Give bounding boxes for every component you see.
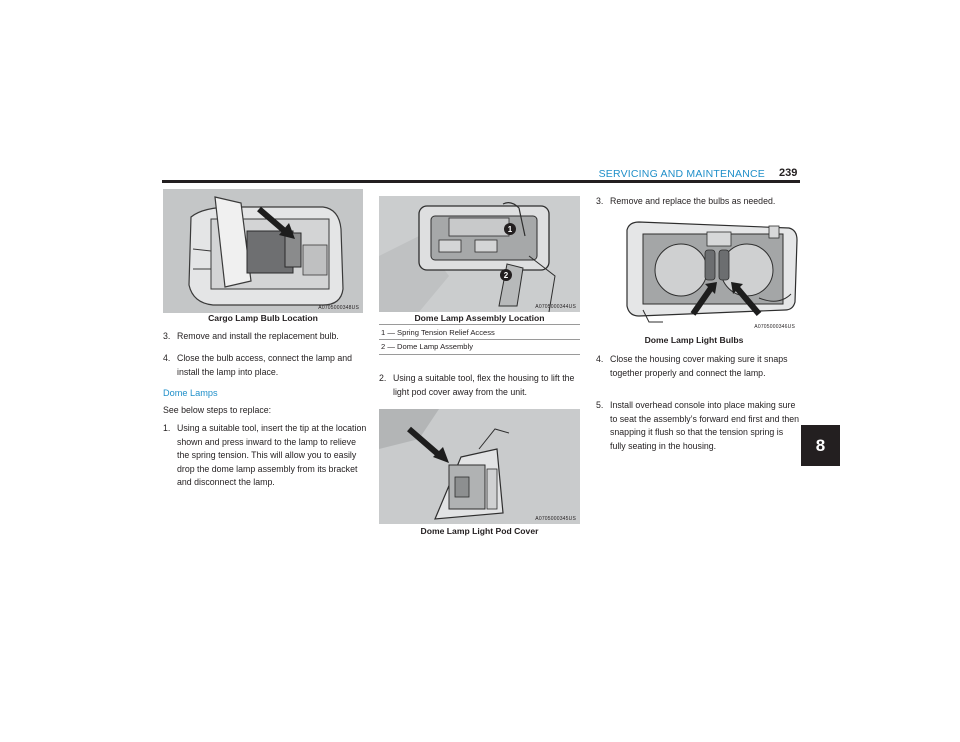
figure-code: A0705000346US bbox=[754, 324, 795, 330]
dome-lamp-bulbs-illustration bbox=[619, 218, 799, 332]
step-3 bbox=[163, 330, 373, 344]
step-4-close bbox=[596, 353, 800, 380]
legend-rule-bottom bbox=[379, 354, 580, 355]
step-2 bbox=[379, 372, 582, 399]
legend-rule-top bbox=[379, 324, 580, 325]
legend-rule-mid bbox=[379, 339, 580, 340]
step-text: Remove and install the replacement bulb. bbox=[177, 331, 339, 341]
light-pod-cover-illustration bbox=[379, 409, 580, 524]
figure-caption: Dome Lamp Light Pod Cover bbox=[420, 526, 539, 536]
step-number: 3. bbox=[163, 331, 171, 341]
figure-caption: Dome Lamp Light Bulbs bbox=[644, 335, 744, 345]
step-text: Close the bulb access, connect the lamp and install the lamp into place. bbox=[177, 353, 353, 377]
figure-dome-lamp-assembly bbox=[379, 196, 580, 312]
step-text: Using a suitable tool, insert the tip at the location shown and press inward to the lamp to relieve the spring tension. This will allow you to easily drop the dome lamp assembly from its bracket and disconnect the lamp. bbox=[177, 423, 367, 488]
figure-code: A0705000344US bbox=[535, 304, 576, 310]
callout-2: 2 bbox=[503, 271, 509, 280]
figure-cargo-lamp bbox=[163, 189, 363, 313]
header-rule bbox=[162, 180, 800, 183]
chapter-tab: 8 bbox=[801, 425, 840, 466]
intro-text: See below steps to replace: bbox=[163, 405, 272, 415]
figure-code: A0705000345US bbox=[535, 516, 576, 522]
figure-caption: Dome Lamp Assembly Location bbox=[414, 313, 545, 323]
dome-lamp-assembly-illustration bbox=[379, 196, 580, 312]
step-number: 1. bbox=[163, 423, 171, 433]
page-number: 239 bbox=[779, 167, 798, 179]
step-3-bulbs bbox=[596, 195, 801, 209]
step-number: 4. bbox=[163, 353, 171, 363]
step-text: Using a suitable tool, flex the housing to lift the light pod cover away from the unit. bbox=[393, 373, 575, 397]
cargo-lamp-illustration bbox=[163, 189, 363, 313]
step-text: Install overhead console into place making sure to seat the assembly’s forward end first and then snapping it flush so that the tension spring is fully seating in the housing. bbox=[610, 400, 800, 451]
figure-code: A0705000348US bbox=[318, 305, 359, 311]
section-title: SERVICING AND MAINTENANCE bbox=[598, 168, 765, 180]
step-5-install bbox=[596, 399, 800, 453]
step-number: 5. bbox=[596, 400, 604, 410]
step-number: 2. bbox=[379, 373, 387, 383]
figure-light-pod-cover bbox=[379, 409, 580, 524]
step-text: Remove and replace the bulbs as needed. bbox=[610, 196, 776, 206]
section-subheading: Dome Lamps bbox=[163, 388, 218, 398]
figure-caption: Cargo Lamp Bulb Location bbox=[208, 313, 318, 323]
legend-item-1: 1 — Spring Tension Relief Access bbox=[381, 328, 495, 337]
step-number: 3. bbox=[596, 196, 604, 206]
legend-item-2: 2 — Dome Lamp Assembly bbox=[381, 342, 474, 351]
step-number: 4. bbox=[596, 354, 604, 364]
figure-dome-lamp-bulbs bbox=[619, 218, 799, 332]
callout-1: 1 bbox=[507, 225, 513, 234]
step-4 bbox=[163, 352, 363, 379]
step-text: Close the housing cover making sure it snaps together properly and connect the lamp. bbox=[610, 354, 788, 378]
step-1 bbox=[163, 422, 368, 490]
